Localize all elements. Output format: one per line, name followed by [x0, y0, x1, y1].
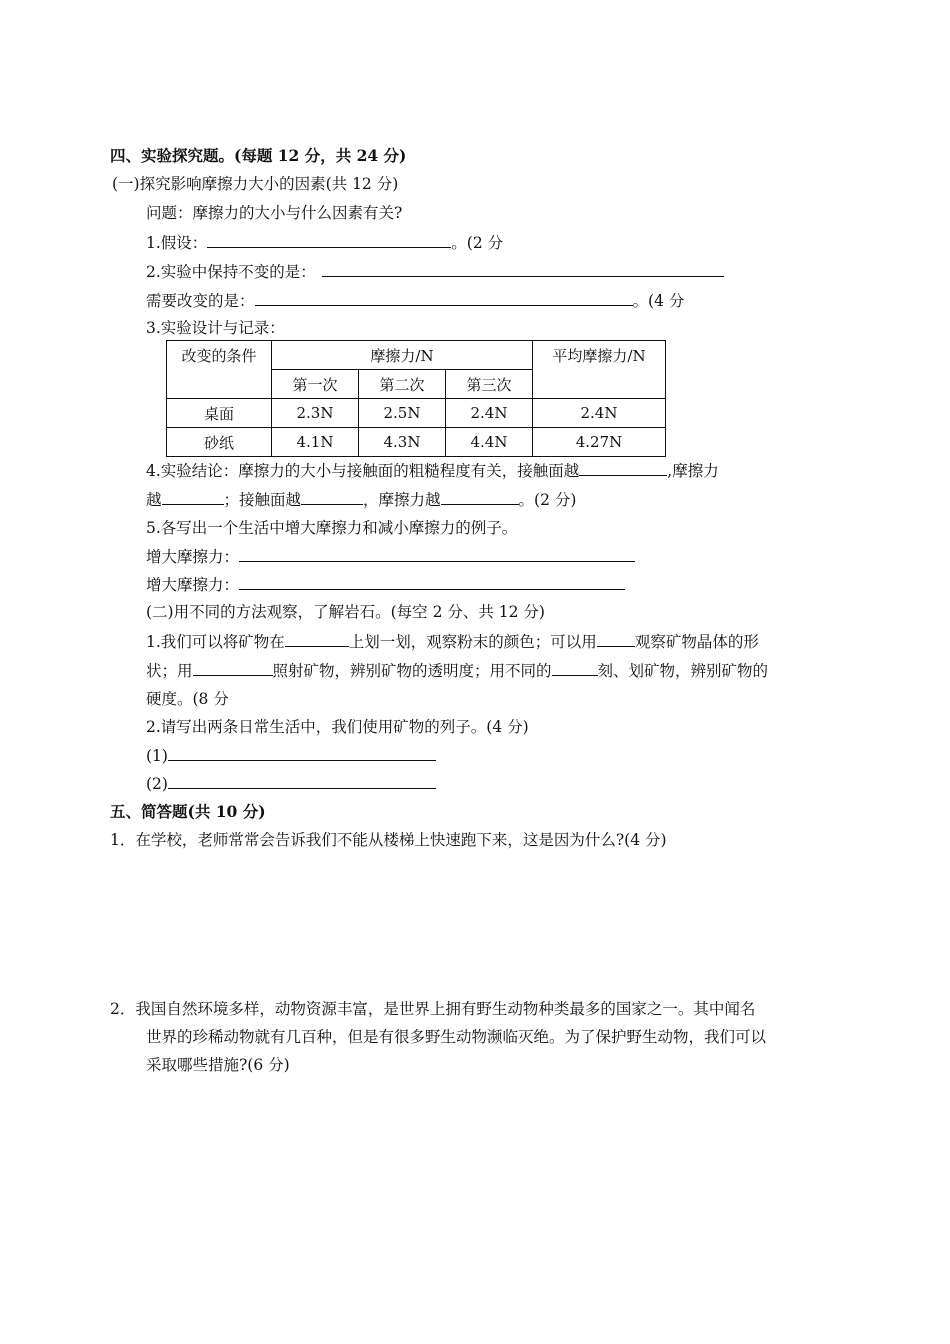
answer-blank[interactable]	[579, 460, 667, 476]
part2-answer-2	[146, 773, 436, 794]
answer-blank[interactable]	[552, 660, 598, 676]
q4-text: ,摩擦力	[667, 462, 719, 480]
q2-variable	[146, 290, 684, 311]
part2-answer-1	[146, 745, 436, 766]
answer-label: (1)	[146, 747, 168, 765]
part1-title: (一)探究影响摩擦力大小的因素(共 12 分)	[112, 175, 399, 193]
answer-blank[interactable]	[597, 631, 635, 647]
q4-conclusion-line1	[146, 460, 719, 481]
row-trial-2: 4.3N	[359, 428, 446, 457]
section5-q2-line3: 采取哪些措施?(6 分)	[146, 1056, 290, 1074]
table-row	[167, 399, 666, 428]
header-trial-1: 第一次	[272, 370, 359, 399]
part2-title: (二)用不同的方法观察，了解岩石。(每空 2 分、共 12 分)	[146, 603, 545, 621]
section5-heading: 五、简答题(共 10 分)	[110, 802, 266, 821]
header-average: 平均摩擦力/N	[533, 341, 666, 399]
row-trial-1: 2.3N	[272, 399, 359, 428]
header-friction: 摩擦力/N	[272, 341, 533, 370]
answer-label: (2)	[146, 775, 168, 793]
header-trial-3: 第三次	[446, 370, 533, 399]
table-row	[167, 428, 666, 457]
answer-blank[interactable]	[301, 489, 363, 505]
row-average: 4.27N	[533, 428, 666, 457]
row-condition: 桌面	[167, 399, 272, 428]
part2-text: 状；用	[146, 662, 193, 680]
q4-text: ，摩擦力越	[363, 491, 441, 509]
q1-hypothesis	[146, 232, 503, 253]
row-condition: 砂纸	[167, 428, 272, 457]
part2-q1-line3: 硬度。(8 分	[146, 690, 229, 708]
answer-blank[interactable]	[441, 489, 519, 505]
q4-text: ；接触面越	[223, 491, 302, 509]
q1-suffix: 。(2 分	[451, 234, 504, 252]
q5-increase	[146, 546, 635, 567]
answer-blank[interactable]	[168, 773, 436, 789]
answer-blank[interactable]	[193, 660, 273, 676]
answer-blank[interactable]	[255, 290, 633, 306]
q2-constant	[146, 261, 724, 282]
row-trial-3: 4.4N	[446, 428, 533, 457]
answer-blank[interactable]	[207, 232, 451, 248]
part2-text: 1.我们可以将矿物在	[146, 633, 285, 651]
section4-heading: 四、实验探究题。(每题 12 分，共 24 分)	[110, 146, 407, 165]
q2b-prefix: 需要改变的是：	[146, 292, 255, 310]
q2-prefix: 2.实验中保持不变的是：	[146, 263, 316, 281]
answer-blank[interactable]	[285, 631, 349, 647]
part2-q1-line1	[146, 631, 759, 652]
q5-label: 增大摩擦力：	[146, 548, 240, 566]
header-trial-2: 第二次	[359, 370, 446, 399]
answer-blank[interactable]	[162, 489, 224, 505]
part2-text: 上划一划，观察粉末的颜色；可以用	[348, 633, 597, 651]
part2-q2: 2.请写出两条日常生活中，我们使用矿物的列子。(4 分)	[146, 718, 529, 736]
q2b-suffix: 。(4 分	[632, 292, 685, 310]
section5-q1: 1．在学校，老师常常会告诉我们不能从楼梯上快速跑下来，这是因为什么?(4 分)	[110, 831, 667, 849]
answer-blank[interactable]	[322, 261, 724, 277]
q1-prefix: 1.假设：	[146, 234, 208, 252]
answer-blank[interactable]	[168, 745, 436, 761]
section5-q2-line1: 2．我国自然环境多样，动物资源丰富，是世界上拥有野生动物种类最多的国家之一。其中闻名	[110, 1000, 756, 1018]
part1-question: 问题：摩擦力的大小与什么因素有关?	[146, 204, 403, 222]
part2-text: 刻、划矿物，辨别矿物的	[597, 662, 769, 680]
row-trial-2: 2.5N	[359, 399, 446, 428]
part2-text: 照射矿物，辨别矿物的透明度；用不同的	[272, 662, 552, 680]
answer-blank[interactable]	[239, 574, 625, 590]
q5-label: 增大摩擦力：	[146, 576, 240, 594]
q4-conclusion-line2	[146, 489, 576, 510]
row-average: 2.4N	[533, 399, 666, 428]
q5-examples: 5.各写出一个生活中增大摩擦力和减小摩擦力的例子。	[146, 519, 518, 537]
friction-table	[166, 340, 666, 457]
q5-decrease	[146, 574, 625, 595]
q4-text: 4.实验结论：摩擦力的大小与接触面的粗糙程度有关，接触面越	[146, 462, 580, 480]
q4-text: 。(2 分)	[518, 491, 577, 509]
part2-q1-line2	[146, 660, 768, 681]
header-condition: 改变的条件	[167, 341, 272, 399]
row-trial-1: 4.1N	[272, 428, 359, 457]
q4-text: 越	[146, 491, 162, 509]
section5-q2-line2: 世界的珍稀动物就有几百种，但是有很多野生动物濒临灭绝。为了保护野生动物，我们可以	[146, 1028, 767, 1046]
answer-blank[interactable]	[239, 546, 635, 562]
q3-design: 3.实验设计与记录：	[146, 319, 285, 337]
row-trial-3: 2.4N	[446, 399, 533, 428]
part2-text: 观察矿物晶体的形	[634, 633, 759, 651]
